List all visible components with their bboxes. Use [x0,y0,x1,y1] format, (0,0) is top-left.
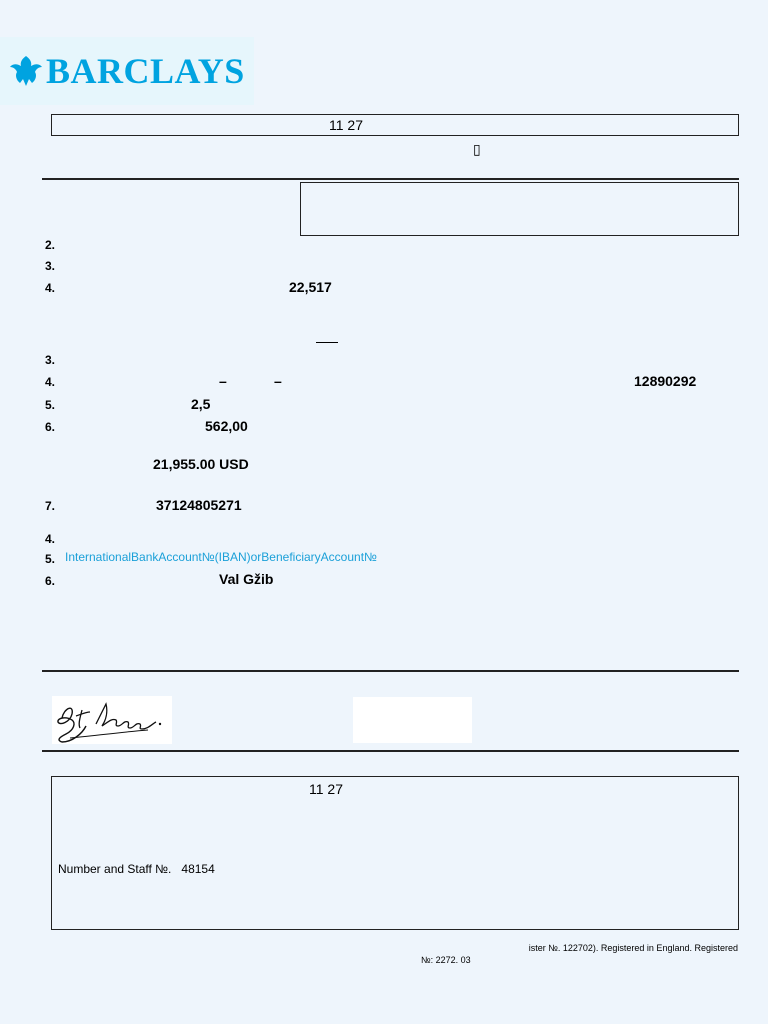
staff-number-row [58,862,215,876]
dash-mark: – [274,373,282,389]
stamp-area [353,697,472,743]
amount-value: 22,517 [289,279,332,295]
item-number: 5. [45,552,56,566]
checkbox-glyph: ▯ [473,141,481,157]
divider-middle [42,670,739,672]
staff-label: Number and Staff №. [58,862,172,876]
item-number: 2. [45,238,56,252]
item-number: 3. [45,259,56,273]
staff-value: 48154 [181,862,215,876]
info-box [300,182,739,236]
logo-wordmark: BARCLAYS [46,51,245,91]
underline-mark [316,342,338,343]
eagle-icon [8,53,44,89]
divider-top [42,178,739,180]
confirmation-box [51,776,739,930]
beneficiary-name: Val Gžib [219,571,274,587]
reference-number: 11 27 [329,117,363,133]
reference-code: 37124805271 [156,497,242,513]
account-number: 12890292 [634,373,697,389]
item-number: 4. [45,281,56,295]
barclays-logo [0,37,254,105]
bottom-reference: 11 27 [309,781,343,797]
dash-mark: – [219,373,227,389]
footer-line-1: ister №. 122702). Registered in England. Registered [528,943,738,953]
item-number: 5. [45,398,56,412]
item-number: 6. [45,574,56,588]
footer-line-2: №: 2272. 03 [421,955,471,965]
rate-value: 2,5 [191,396,211,412]
signature [52,696,172,744]
item-number: 7. [45,499,56,513]
item-number: 6. [45,420,56,434]
item-number: 4. [45,532,56,546]
item-number: 3. [45,353,56,367]
total-amount: 21,955.00 USD [153,456,249,472]
reference-box [51,114,739,136]
signature-icon [52,696,172,744]
divider-bottom [42,750,739,752]
item-number: 4. [45,375,56,389]
fee-value: 562,00 [205,418,248,434]
iban-label: InternationalBankAccount№(IBAN)orBeneficiaryAccount№ [65,550,377,564]
